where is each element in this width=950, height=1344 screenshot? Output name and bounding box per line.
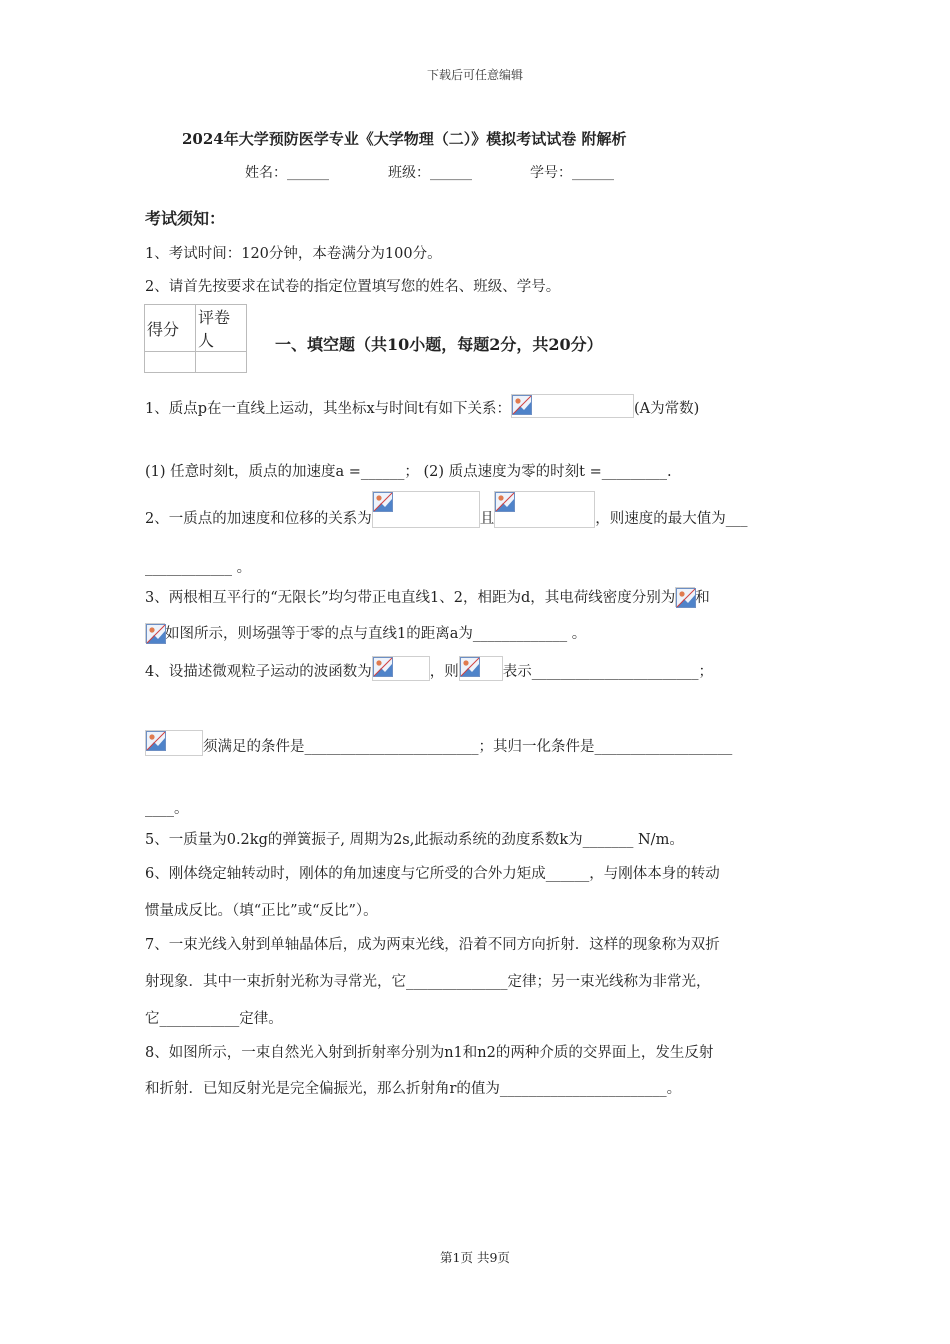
student-id-field: 学号：______ xyxy=(530,165,614,181)
question-4-cont: 须满足的条件是________________________；其归一化条件是___________________ xyxy=(145,730,732,756)
question-3-cont: 如图所示，则场强等于零的点与直线1的距离a为_____________ 。 xyxy=(145,622,586,643)
notice-item: 2、请首先按要求在试卷的指定位置填写您的姓名、班级、学号。 xyxy=(145,279,561,295)
page-footer: 第1页 共9页 xyxy=(440,1250,510,1265)
question-8: 8、如图所示，一束自然光入射到折射率分别为n1和n2的两种介质的交界面上，发生反射 xyxy=(145,1045,714,1061)
notice-item: 1、考试时间：120分钟，本卷满分为100分。 xyxy=(145,246,442,262)
question-1-parts: (1) 任意时刻t，质点的加速度a =______； (2) 质点速度为零的时刻t =_________. xyxy=(145,464,672,480)
notice-heading: 考试须知： xyxy=(145,209,226,228)
question-2: 2、一质点的加速度和位移的关系为 且 ，则速度的最大值为___ xyxy=(145,491,747,528)
score-header: 得分 xyxy=(145,305,196,352)
class-field: 班级：______ xyxy=(388,165,472,181)
question-6: 6、刚体绕定轴转动时，刚体的角加速度与它所受的合外力矩成______，与刚体本身的转动 xyxy=(145,866,720,882)
grader-header: 评卷人 xyxy=(196,305,247,352)
header-note: 下载后可任意编辑 xyxy=(426,68,523,82)
question-2-cont: ____________ 。 xyxy=(145,560,252,576)
formula-image-icon xyxy=(145,730,203,756)
question-4: 4、设描述微观粒子运动的波函数为 ，则 表示_______________________； xyxy=(145,656,713,681)
question-1: 1、质点p在一直线上运动，其坐标x与时间t有如下关系： (A为常数) xyxy=(145,394,699,418)
formula-image-icon xyxy=(459,656,503,681)
formula-image-icon xyxy=(511,394,634,418)
formula-image-icon xyxy=(675,587,695,607)
question-5: 5、一质量为0.2kg的弹簧振子, 周期为2s,此振动系统的劲度系数k为_______ N/m。 xyxy=(145,832,684,848)
question-8-cont: 和折射．已知反射光是完全偏振光，那么折射角r的值为_______________________。 xyxy=(145,1081,682,1097)
question-7-cont: 射现象．其中一束折射光称为寻常光，它______________定律；另一束光线称为非常光， xyxy=(145,974,711,990)
question-7: 7、一束光线入射到单轴晶体后，成为两束光线，沿着不同方向折射．这样的现象称为双折 xyxy=(145,937,720,953)
section-title: 一、填空题（共10小题，每题2分，共20分） xyxy=(275,335,603,354)
question-6-cont: 惯量成反比。（填“正比”或“反比”）。 xyxy=(145,903,378,919)
page-title: 2024年大学预防医学专业《大学物理（二）》模拟考试试卷 附解析 xyxy=(182,130,627,148)
formula-image-icon xyxy=(145,623,165,643)
formula-image-icon xyxy=(372,491,480,528)
formula-image-icon xyxy=(494,491,595,528)
score-table xyxy=(144,304,247,373)
name-field: 姓名：______ xyxy=(245,165,329,181)
grader-cell xyxy=(196,352,247,373)
formula-image-icon xyxy=(372,656,430,681)
question-3: 3、两根相互平行的“无限长”均匀带正电直线1、2，相距为d，其电荷线密度分别为 和 xyxy=(145,586,710,607)
question-7-end: 它___________定律。 xyxy=(145,1011,283,1027)
question-4-end: ____。 xyxy=(145,801,189,817)
score-cell xyxy=(145,352,196,373)
